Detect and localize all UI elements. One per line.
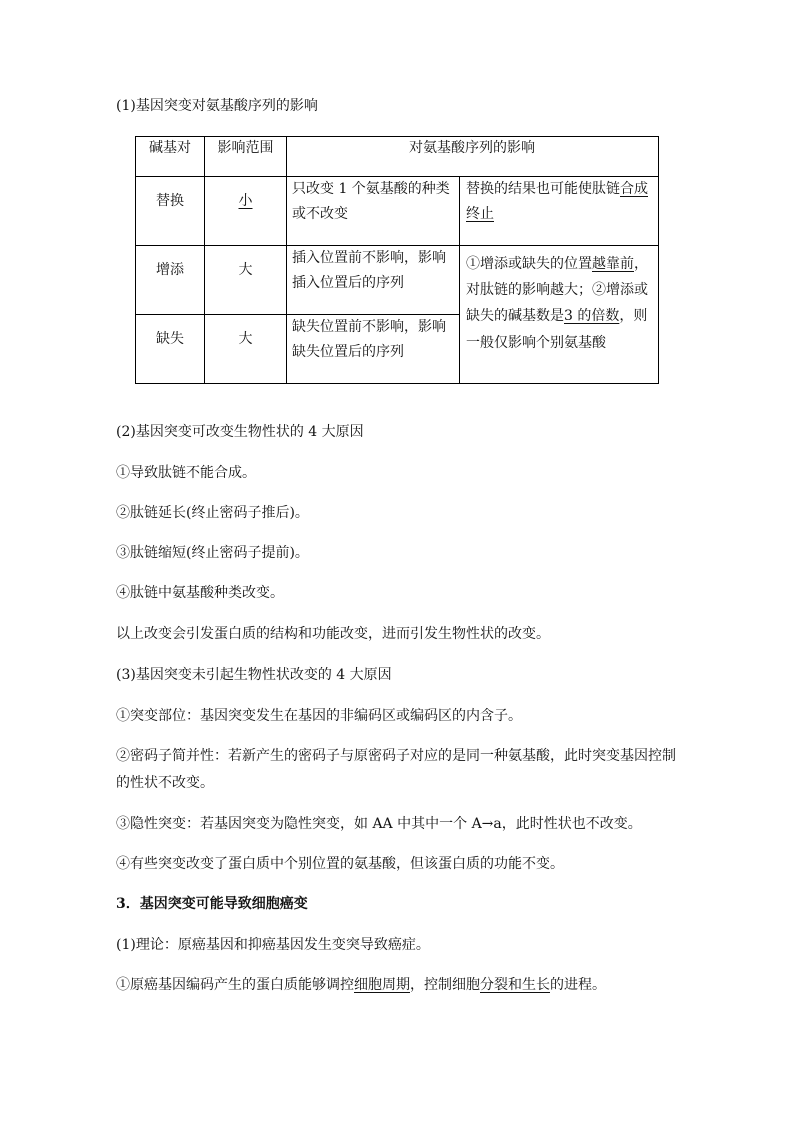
list-item: ③隐性突变：若基因突变为隐性突变，如 AA 中其中一个 A→a，此时性状也不改变。 (116, 816, 642, 832)
table-cell-effect-line: 插入位置前不影响，影响 (292, 250, 446, 266)
table-cell-scope: 大 (238, 331, 253, 347)
merged-note-line: 对肽链的影响越大；②增添或 (466, 282, 648, 298)
table-cell-effect-line: 插入位置后的序列 (292, 275, 404, 291)
note-text: ，则 (619, 308, 648, 324)
section3-title: (3)基因突变未引起生物性状改变的 4 大原因 (116, 667, 392, 683)
table-cell-effect-line: 或不改变 (292, 206, 348, 222)
list-item: ③肽链缩短(终止密码子提前)。 (116, 545, 309, 561)
note-underlined: 3 的倍数 (564, 308, 620, 324)
text-segment: ①原癌基因编码产生的蛋白质能够调控 (116, 977, 354, 993)
table-divider (286, 136, 287, 383)
table-divider (135, 314, 460, 315)
table-cell-effect-line: 缺失位置后的序列 (292, 344, 404, 360)
merged-note-line: 一般仅影响个别氨基酸 (466, 335, 606, 351)
text-segment: ，控制细胞 (410, 977, 480, 993)
table-divider (135, 245, 460, 246)
table-cell-substitution-note-2: 终止 (466, 206, 494, 222)
section2-summary: 以上改变会引发蛋白质的结构和功能改变，进而引发生物性状的改变。 (116, 626, 550, 642)
merged-note-line (466, 305, 647, 327)
table-header-scope: 影响范围 (217, 140, 274, 156)
table-cell-effect-line: 缺失位置前不影响，影响 (292, 319, 446, 335)
underlined-term: 细胞周期 (354, 977, 410, 993)
section1-title: (1)基因突变对氨基酸序列的影响 (116, 98, 318, 114)
text-segment: 的进程。 (550, 977, 606, 993)
note-text: ， (634, 256, 648, 272)
list-item: ①突变部位：基因突变发生在基因的非编码区或编码区的内含子。 (116, 708, 522, 724)
table-cell-type: 替换 (156, 193, 184, 209)
section2-title: (2)基因突变可改变生物性状的 4 大原因 (116, 424, 364, 440)
section4-theory: (1)理论：原癌基因和抑癌基因发生变突导致癌症。 (116, 937, 430, 953)
table-cell-type: 增添 (156, 262, 184, 278)
table-divider (459, 245, 658, 246)
list-item: ④有些突变改变了蛋白质中个别位置的氨基酸，但该蛋白质的功能不变。 (116, 856, 564, 872)
note-underlined: 合成 (620, 181, 648, 197)
note-text: 缺失的碱基数是 (466, 308, 564, 324)
table-cell-substitution-note (466, 178, 648, 200)
table-cell-scope: 小 (238, 193, 253, 209)
table-header-effect: 对氨基酸序列的影响 (409, 140, 535, 156)
table-header-base-pair: 碱基对 (149, 140, 191, 156)
section-heading: 3．基因突变可能导致细胞癌变 (116, 896, 308, 912)
list-item: ②肽链延长(终止密码子推后)。 (116, 505, 309, 521)
list-item (116, 975, 606, 995)
list-item: ④肽链中氨基酸种类改变。 (116, 585, 284, 601)
table-cell-type: 缺失 (156, 331, 184, 347)
underlined-term: 分裂和生长 (480, 977, 550, 993)
list-item-continuation: 的性状不改变。 (116, 775, 214, 791)
note-text: 替换的结果也可能使肽链 (466, 181, 620, 197)
note-underlined: 越靠前 (592, 256, 634, 272)
table-divider (135, 176, 658, 177)
merged-note-line (466, 253, 648, 275)
table-divider (459, 176, 460, 383)
list-item: ①导致肽链不能合成。 (116, 465, 256, 481)
table-cell-effect-line: 只改变 1 个氨基酸的种类 (292, 181, 450, 197)
list-item: ②密码子简并性：若新产生的密码子与原密码子对应的是同一种氨基酸，此时突变基因控制 (116, 748, 676, 764)
table-cell-scope: 大 (238, 262, 253, 278)
note-text: ①增添或缺失的位置 (466, 256, 592, 272)
